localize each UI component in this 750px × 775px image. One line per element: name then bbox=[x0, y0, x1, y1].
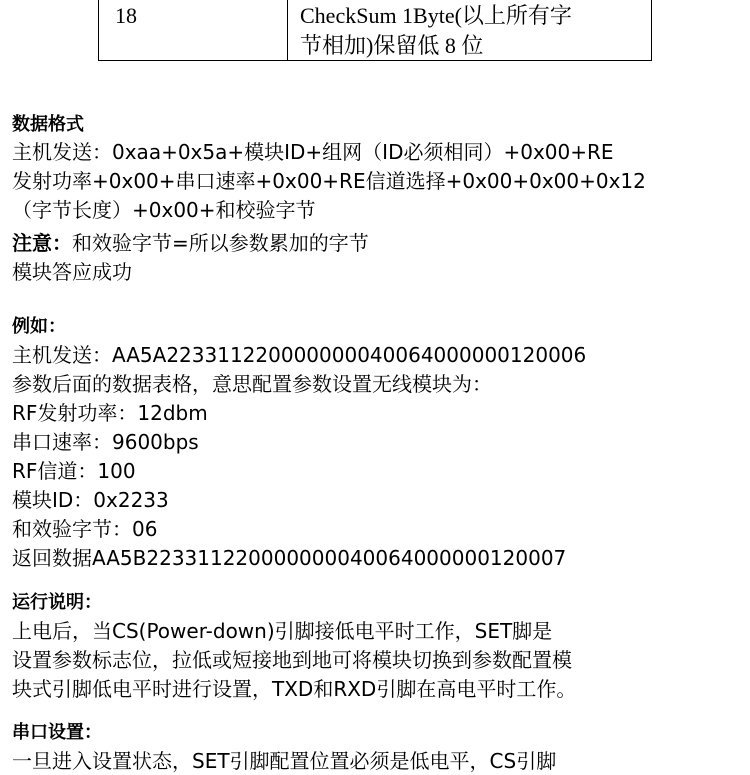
example-line: 串口速率：9600bps bbox=[12, 430, 199, 454]
operation-line: 块式引脚低电平时进行设置，TXD和RXD引脚在高电平时工作。 bbox=[12, 677, 577, 701]
example-heading: 例如： bbox=[12, 316, 66, 337]
example-line: 和效验字节：06 bbox=[12, 517, 158, 541]
note-label: 注意： bbox=[12, 231, 72, 255]
format-note bbox=[12, 229, 369, 257]
table-desc-line-2: 节相加)保留低 8 位 bbox=[300, 33, 484, 58]
table-desc-line-1: CheckSum 1Byte(以上所有字 bbox=[300, 3, 572, 28]
note-text: 和效验字节=所以参数累加的字节 bbox=[72, 231, 369, 255]
example-line: 模块ID：0x2233 bbox=[12, 488, 169, 512]
operation-line: 设置参数标志位，拉低或短接地到地可将模块切换到参数配置模 bbox=[12, 648, 572, 672]
format-line-2: 发射功率+0x00+串口速率+0x00+RE信道选择+0x00+0x00+0x12 bbox=[12, 169, 646, 193]
serial-heading: 串口设置： bbox=[12, 722, 102, 743]
example-line: 返回数据AA5B223311220000000040064000000120007 bbox=[12, 546, 567, 570]
format-line-5: 模块答应成功 bbox=[12, 260, 132, 284]
table-column-divider bbox=[287, 0, 288, 60]
operation-line: 上电后，当CS(Power-down)引脚接低电平时工作，SET脚是 bbox=[12, 619, 553, 643]
parameter-table-row bbox=[98, 0, 652, 61]
example-line: 参数后面的数据表格，意思配置参数设置无线模块为： bbox=[12, 372, 492, 396]
data-format-heading: 数据格式 bbox=[12, 114, 84, 135]
operation-heading: 运行说明： bbox=[12, 592, 102, 613]
table-cell-index: 18 bbox=[115, 3, 137, 28]
example-line: RF信道：100 bbox=[12, 459, 136, 483]
example-line: RF发射功率：12dbm bbox=[12, 401, 208, 425]
format-line-1: 主机发送：0xaa+0x5a+模块ID+组网（ID必须相同）+0x00+RE bbox=[12, 140, 614, 164]
example-line: 主机发送：AA5A223311220000000040064000000120006 bbox=[12, 343, 587, 367]
table-cell-description bbox=[300, 1, 572, 61]
format-line-3: （字节长度）+0x00+和校验字节 bbox=[12, 198, 316, 222]
serial-line-1: 一旦进入设置状态，SET引脚配置位置必须是低电平，CS引脚 bbox=[12, 749, 557, 773]
